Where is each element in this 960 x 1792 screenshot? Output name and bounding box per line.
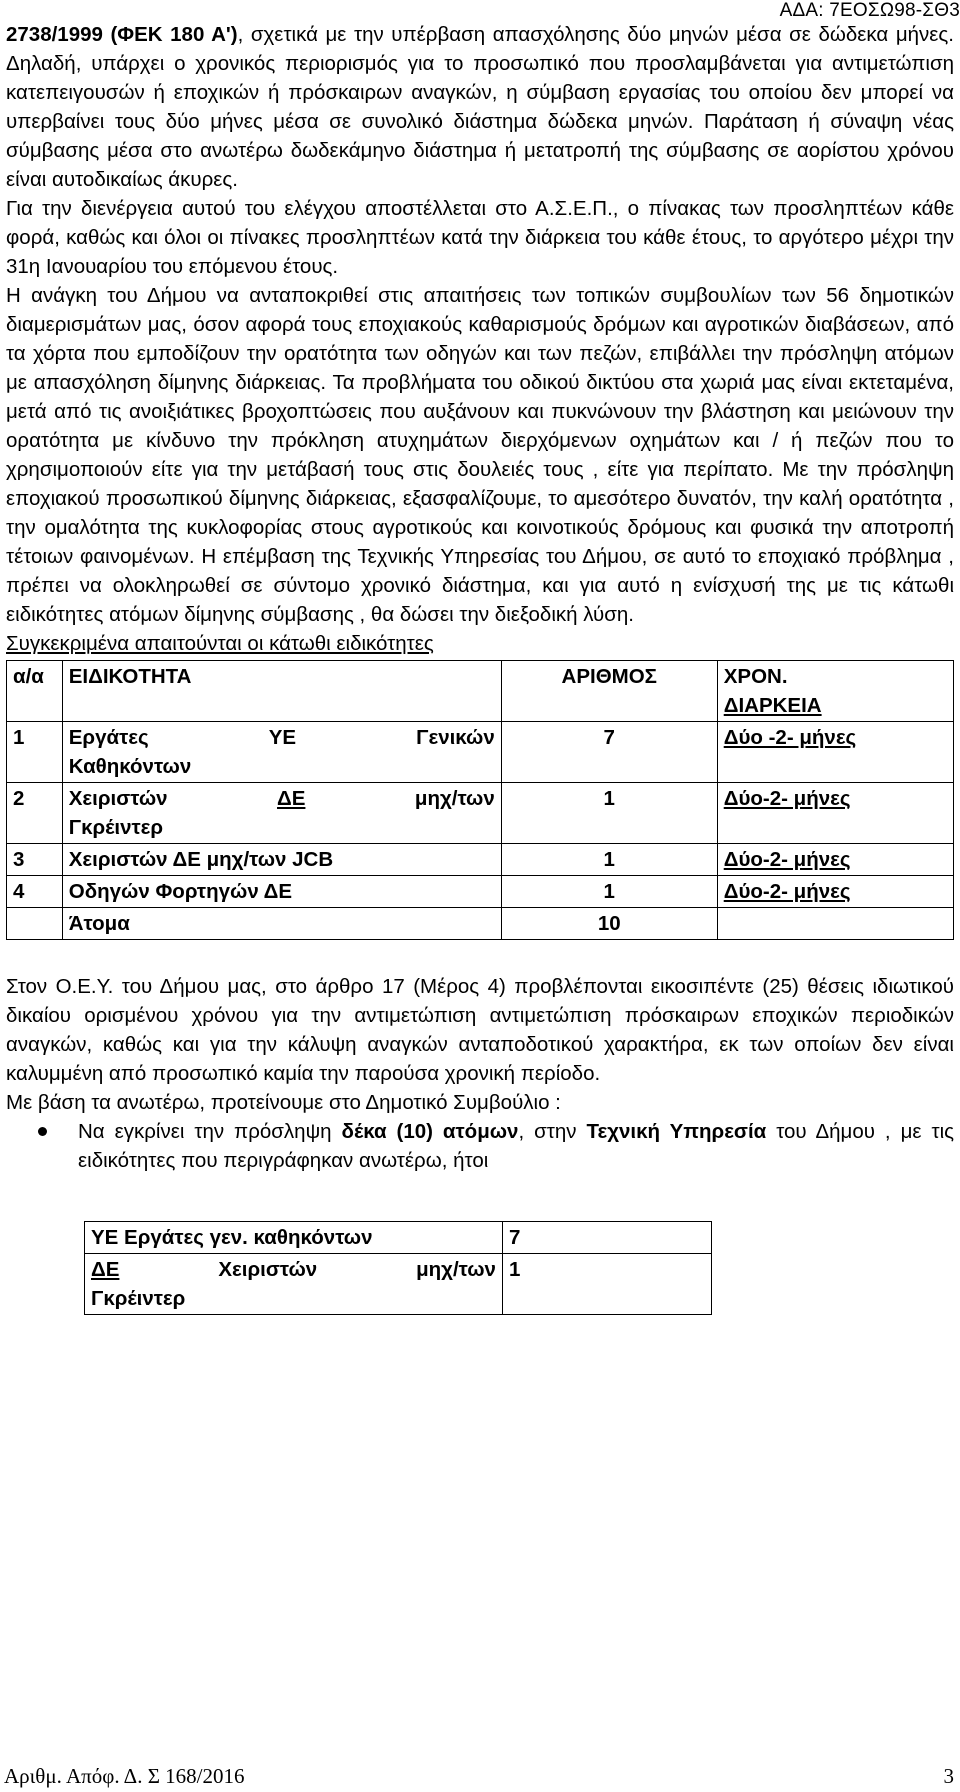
bullet-icon (38, 1127, 47, 1136)
spec-word: Χειριστών (68, 787, 168, 810)
spec-word: μηχ/των (414, 787, 495, 810)
law-citation: 2738/1999 (ΦΕΚ 180 Α') (6, 23, 238, 46)
header-duration-line2: ΔΙΑΡΚΕΙΑ (723, 694, 822, 717)
document-body (6, 20, 954, 1315)
decision-number: Αριθμ. Απόφ. Δ. Σ 168/2016 (4, 1764, 245, 1788)
table-row (7, 844, 954, 876)
table-row (7, 722, 954, 783)
total-count: 10 (501, 908, 717, 940)
paragraph-text: , σχετικά με την υπέρβαση απασχόλησης δύο μηνών μέσα σε δώδεκα μήνες. Δηλαδή, υπάρχει ο χρονικός περιορισμός για το προσωπικό που προσλαμβάνεται για αντιμετώπιση κατεπειγουσών ή εποχικών ή πρόσκαιρων αναγκών, η σύμβαση εργασίας του οποίου δεν μπορεί να υπερβαίνει τους δύο μήνες μέσα σε συνολικό διάστημα δώδεκα μηνών. Παράταση ή σύναψη νέας σύμβασης μέσα στο ανωτέρω δωδεκάμηνο διάστημα ή μετατροπή της σύμβασης σε αορίστου χρόνου είναι αυτοδικαίως άκυρες. (6, 23, 954, 191)
row-count: 1 (501, 783, 717, 844)
total-empty-cell (717, 908, 953, 940)
spacer (6, 1175, 954, 1221)
bullet-bold-service: Τεχνική Υπηρεσία (586, 1120, 767, 1143)
row-specialty (62, 722, 501, 783)
row-specialty-line2: Καθηκόντων (68, 755, 192, 778)
row-specialty-line1 (69, 784, 495, 813)
paragraph-law-reference (6, 20, 954, 194)
spec-word: Εργάτες (68, 726, 149, 749)
header-specialty: ΕΙΔΙΚΟΤΗΤΑ (62, 661, 501, 722)
row-specialty-line2: Γκρέιντερ (68, 816, 164, 839)
summary-row (85, 1254, 712, 1315)
table-intro-text: Συγκεκριμένα απαιτούνται οι κάτωθι ειδικότητες (6, 632, 434, 655)
bullet-text: του Δήμου , με τις ειδικότητες που περιγράφηκαν ανωτέρω, ήτοι (78, 1120, 955, 1172)
row-number: 3 (7, 844, 63, 876)
page-footer (0, 1764, 960, 1792)
table-row (7, 876, 954, 908)
bullet-text: , στην (518, 1120, 587, 1143)
spacer (6, 940, 954, 972)
bullet-bold-count: δέκα (10) ατόμων (341, 1120, 519, 1143)
paragraph-proposal: Με βάση τα ανωτέρω, προτείνουμε στο Δημοτικό Συμβούλιο : (6, 1091, 561, 1114)
spec-word: ΔΕ (277, 787, 306, 810)
row-specialty: Οδηγών Φορτηγών ΔΕ (62, 876, 501, 908)
summary-row (85, 1222, 712, 1254)
total-empty-cell (7, 908, 63, 940)
list-item (6, 1117, 954, 1175)
row-count: 1 (501, 876, 717, 908)
row-number: 4 (7, 876, 63, 908)
page-number: 3 (943, 1764, 954, 1788)
summary-specialty (85, 1254, 503, 1315)
table-intro (6, 629, 954, 658)
summary-table (84, 1221, 712, 1315)
specialties-table (6, 660, 954, 940)
summary-count: 1 (502, 1254, 711, 1315)
row-duration: Δύο-2- μήνες (717, 844, 953, 876)
row-duration: Δύο -2- μήνες (717, 722, 953, 783)
spec-word: ΔΕ (91, 1258, 120, 1281)
ada-code: ΑΔΑ: 7ΕΟΣΩ98-ΣΘ3 (779, 0, 960, 21)
header-duration (717, 661, 953, 722)
paragraph-need: Η ανάγκη του Δήμου να ανταποκριθεί στις απαιτήσεις των τοπικών συμβουλίων των 56 δημοτικών διαμερισμάτων μας, όσον αφορά τους εποχιακούς καθαρισμούς δρόμων και αγροτικών διαβάσεων, από τα χόρτα που εμποδίζουν την ορατότητα των οδηγών και των πεζών, επιβάλλει την πρόσληψη ατόμων με απασχόληση δίμηνης διάρκειας. Τα προβλήματα του οδικού δικτύου στα χωριά μας είναι εκτεταμένα, μετά από τις ανοιξιάτικες βροχοπτώσεις που αυξάνουν και πυκνώνουν την βλάστηση και μειώνουν την ορατότητα με κίνδυνο την πρόκληση ατυχημάτων διερχόμενων οχημάτων και / ή πεζών που το χρησιμοποιούν είτε για την μετάβασή τους στις δουλειές τους , είτε για περίπατο. Με την πρόσληψη εποχιακού προσωπικού δίμηνης διάρκειας, εξασφαλίζουμε, το αμεσότερο δυνατόν, την καλή ορατότητα , την ομαλότητα της κυκλοφορίας στους αγροτικούς και κοινοτικούς δρόμους και φυσικά την αποτροπή τέτοιων φαινομένων. Η επέμβαση της Τεχνικής Υπηρεσίας του Δήμου, σε αυτό το εποχιακό πρόβλημα , πρέπει να ολοκληρωθεί σε σύντομο χρονικό διάστημα, και για αυτό η ενίσχυσή της με τις κάτωθι ειδικότητες ατόμων δίμηνης σύμβασης , θα δώσει την διεξοδική λύση. (6, 284, 954, 626)
row-count: 1 (501, 844, 717, 876)
table-row (7, 783, 954, 844)
row-number: 1 (7, 722, 63, 783)
row-duration: Δύο-2- μήνες (717, 876, 953, 908)
spec-word: ΥΕ (268, 726, 297, 749)
row-specialty (62, 783, 501, 844)
header-count: ΑΡΙΘΜΟΣ (501, 661, 717, 722)
table-total-row (7, 908, 954, 940)
row-number: 2 (7, 783, 63, 844)
row-duration: Δύο-2- μήνες (717, 783, 953, 844)
header-duration-line1: ΧΡΟΝ. (723, 665, 788, 688)
paragraph-asep: Για την διενέργεια αυτού του ελέγχου αποστέλλεται στο Α.Σ.Ε.Π., ο πίνακας των προσληπτέων κάθε φορά, καθώς και όλοι οι πίνακες προσληπτέων κατά την διάρκεια του κάθε έτους, το αργότερο μέχρι την 31η Ιανουαρίου του επόμενου έτους. (6, 197, 954, 278)
spec-word: Γενικών (416, 726, 495, 749)
spec-word: Χειριστών (218, 1258, 318, 1281)
header-aa: α/α (7, 661, 63, 722)
row-specialty: Χειριστών ΔΕ μηχ/των JCB (62, 844, 501, 876)
summary-count: 7 (502, 1222, 711, 1254)
paragraph-oey: Στον Ο.Ε.Υ. του Δήμου μας, στο άρθρο 17 (Μέρος 4) προβλέπονται εικοσιπέντε (25) θέσεις ιδιωτικού δικαίου ορισμένου χρόνου για την αντιμετώπιση αντιμετώπιση πρόσκαιρων εποχικών περιοδικών αναγκών, καθώς και για την κάλυψη αναγκών ανταποδοτικού χαρακτήρα, εκ των οποίων δεν είναι καλυμμένη από προσωπικό καμία την παρούσα χρονική περίοδο. (6, 975, 954, 1085)
bullet-text: Να εγκρίνει την πρόσληψη (78, 1120, 342, 1143)
summary-specialty-line1 (91, 1255, 496, 1284)
summary-specialty: ΥΕ Εργάτες γεν. καθηκόντων (85, 1222, 503, 1254)
proposal-list (6, 1117, 954, 1175)
row-count: 7 (501, 722, 717, 783)
summary-specialty-line2: Γκρέιντερ (91, 1287, 186, 1310)
total-label: Άτομα (62, 908, 501, 940)
table-header-row (7, 661, 954, 722)
row-specialty-line1 (69, 723, 495, 752)
spec-word: μηχ/των (416, 1258, 496, 1281)
